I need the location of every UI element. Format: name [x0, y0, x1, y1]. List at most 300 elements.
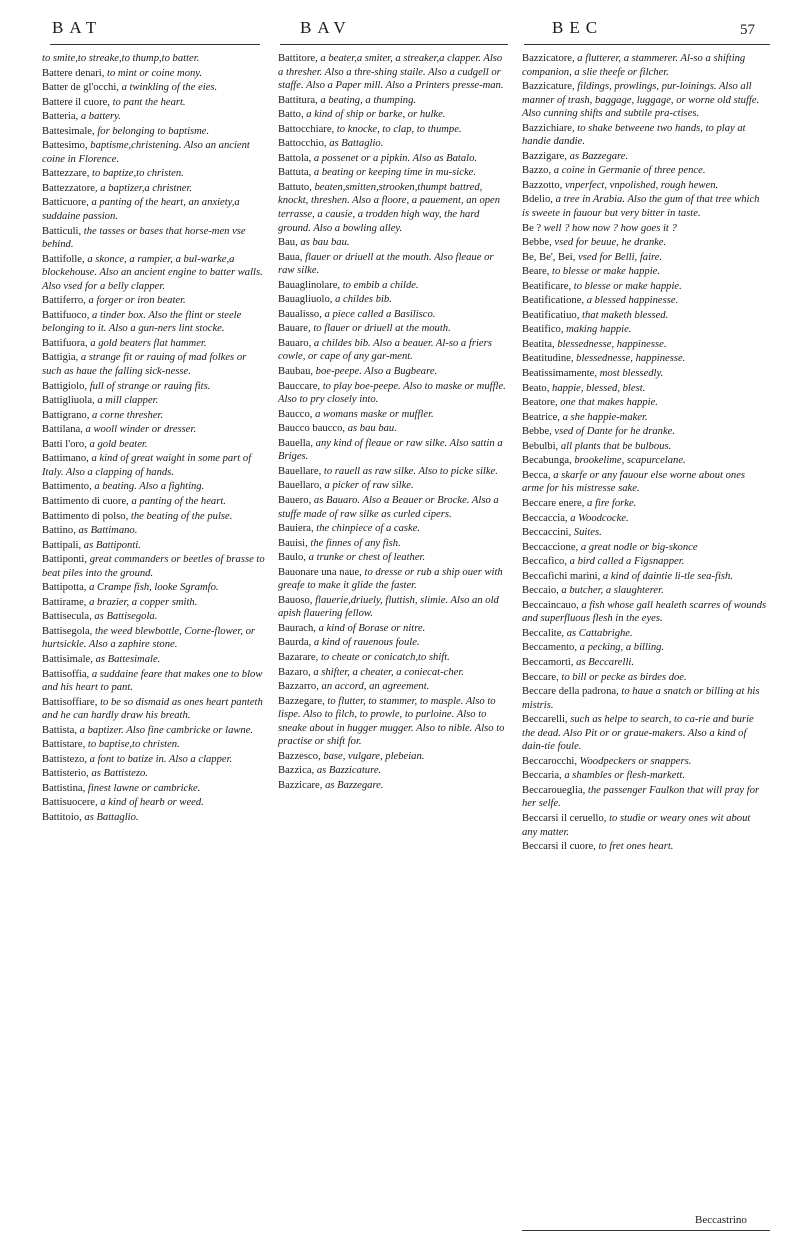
headword: Beccafico,: [522, 556, 567, 568]
definition: as Beccarelli.: [576, 656, 634, 668]
dictionary-entry: [522, 555, 767, 569]
dictionary-entry: [42, 423, 267, 437]
definition: a shambles or flesh-markett.: [564, 770, 685, 782]
definition: well ? how now ? how goes it ?: [543, 222, 677, 234]
running-head-right: BEC: [552, 18, 604, 37]
definition: to flauer or driuell at the mouth.: [313, 323, 451, 335]
dictionary-entry: [278, 52, 510, 93]
definition: blessednesse, happinesse.: [576, 353, 686, 365]
headword: Battifuora,: [42, 337, 88, 349]
definition: to baptize,to christen.: [92, 168, 184, 180]
definition: to studie or weary ones wit about any matter.: [522, 812, 751, 838]
definition: a panting of the heart.: [131, 495, 226, 507]
dictionary-entry: [278, 636, 510, 650]
headword: Battisuocere,: [42, 797, 98, 809]
headword: Bauaro,: [278, 337, 312, 349]
dictionary-entry: [522, 769, 767, 783]
definition: as bau bau.: [300, 237, 350, 249]
dictionary-entry: [522, 122, 767, 149]
headword: Battimano,: [42, 453, 89, 465]
definition: to pant the heart.: [112, 96, 186, 108]
dictionary-entry: [42, 225, 267, 252]
running-head: [30, 18, 770, 46]
definition: base, vulgare, plebeian.: [323, 750, 425, 762]
dictionary-entry: [42, 438, 267, 452]
page-number: 57: [740, 22, 755, 38]
dictionary-entry: [42, 524, 267, 538]
definition: a gold beater.: [89, 438, 148, 450]
headword: Beccaccione,: [522, 541, 579, 553]
definition: vsed for beuue, he dranke.: [554, 237, 667, 249]
headword: Beccaincauo,: [522, 599, 579, 611]
headword: Battiferro,: [42, 295, 86, 307]
headword: Bazzotto,: [522, 179, 563, 191]
dictionary-entry: [278, 594, 510, 621]
headword: Bazzigare,: [522, 150, 567, 162]
definition: a fish whose gall healeth scarres of wounds and superfluous flesh in the eyes.: [522, 599, 767, 625]
header-rule-right: [524, 44, 770, 45]
definition: a beating or keeping time in mu-sicke.: [313, 167, 477, 179]
definition: all plants that be bulbous.: [560, 440, 672, 452]
headword: Battigrano,: [42, 409, 90, 421]
dictionary-entry: [522, 323, 767, 337]
dictionary-entry: [278, 522, 510, 536]
headword: Bazzarro,: [278, 681, 319, 693]
headword: Battifolle,: [42, 253, 85, 265]
definition: a mill clapper.: [97, 395, 159, 407]
definition: a possenet or a pipkin. Also as Batalo.: [313, 152, 478, 164]
headword: Battisoffiare,: [42, 696, 98, 708]
dictionary-entry: [42, 67, 267, 81]
dictionary-entry: [278, 251, 510, 278]
dictionary-entry: [278, 779, 510, 793]
headword: Beatissimamente,: [522, 368, 598, 380]
headword: Bazzicare,: [278, 779, 323, 791]
definition: Woodpeckers or snappers.: [579, 755, 692, 767]
dictionary-entry: [522, 812, 767, 839]
catchword: Beccastrino: [695, 1214, 747, 1226]
definition: a skonce, a rampier, a bul-warke,a blockehouse. Also an ancient engine to batter walls. Also vsed for a belly clapper.: [42, 253, 263, 292]
headword: Beatore,: [522, 397, 558, 409]
dictionary-entry: [42, 724, 267, 738]
headword: Beccarsi il ceruello,: [522, 812, 607, 824]
headword: Battipotta,: [42, 582, 87, 594]
headword: Bauaglinolare,: [278, 279, 341, 291]
dictionary-entry: [522, 784, 767, 811]
definition: a blessed happinesse.: [586, 295, 679, 307]
definition: vnperfect, vnpolished, rough hewen.: [564, 179, 719, 191]
dictionary-entry: [278, 365, 510, 379]
dictionary-entry: [278, 695, 510, 749]
headword: Battistezo,: [42, 753, 88, 765]
headword: Beccare della padrona,: [522, 686, 619, 698]
definition: as Bauaro. Also a Beauer or Brocke. Also a stuffe made of raw silke as curled cipers.: [278, 494, 499, 520]
definition: a gold beaters flat hammer.: [90, 337, 207, 349]
dictionary-entry: [42, 738, 267, 752]
headword: Baulo,: [278, 552, 306, 564]
definition: the beating of the pulse.: [130, 510, 233, 522]
headword: Baucco baucco,: [278, 423, 346, 435]
definition: the chinpiece of a caske.: [316, 523, 421, 535]
definition: a Crampe fish, looke Sgramfo.: [89, 582, 219, 594]
dictionary-entry: [42, 796, 267, 810]
dictionary-entry: [42, 782, 267, 796]
definition: a flutterer, a stammerer. Al-so a shifting companion, a slie theefe or filcher.: [522, 53, 746, 78]
dictionary-entry: [42, 380, 267, 394]
headword: Baurach,: [278, 622, 316, 634]
headword: Beccamorti,: [522, 656, 574, 668]
definition: a Woodcocke.: [570, 512, 629, 524]
headword: Beccaria,: [522, 770, 562, 782]
definition: to bill or pecke as birdes doe.: [561, 671, 687, 683]
dictionary-entry: [278, 651, 510, 665]
definition: to mint or coine mony.: [107, 67, 203, 79]
headword: Beccamento,: [522, 642, 578, 654]
dictionary-entry: [522, 526, 767, 540]
headword: Beccalite,: [522, 627, 565, 639]
definition: a corne thresher.: [92, 409, 164, 421]
dictionary-entry: [42, 309, 267, 336]
dictionary-entry: [522, 840, 767, 854]
headword: Battesimale,: [42, 125, 95, 137]
dictionary-entry: [522, 236, 767, 250]
dictionary-entry: [522, 656, 767, 670]
definition: a tree in Arabia. Also the gum of that tree which is sweete in fauour but very bitter in taste.: [522, 194, 760, 220]
definition: as bau bau.: [347, 423, 397, 435]
definition: baptisme,christening. Also an ancient coine in Florence.: [42, 140, 250, 165]
definition: for belonging to baptisme.: [97, 125, 210, 137]
headword: Battola,: [278, 152, 312, 164]
definition: to flutter, to stammer, to masple. Also to lispe. Also to filch, to prowle, to purloine. Also to sneake about in hugger mugger. Also to nible. Also to practise or shift for.: [278, 695, 505, 748]
headword: Beatificatiuo,: [522, 309, 580, 321]
dictionary-entry: [522, 584, 767, 598]
dictionary-entry: [522, 280, 767, 294]
definition: as Battaglio.: [84, 811, 139, 823]
headword: Bauero,: [278, 494, 312, 506]
dictionary-entry: [42, 653, 267, 667]
dictionary-entry: [278, 551, 510, 565]
dictionary-entry: [522, 570, 767, 584]
dictionary-entry: [42, 480, 267, 494]
dictionary-entry: [522, 541, 767, 555]
definition: as Battaglio.: [329, 138, 384, 150]
definition: a beating, a thumping.: [320, 94, 417, 106]
definition: a baptizer. Also fine cambricke or lawne.: [79, 724, 254, 736]
definition: to haue a snatch or billing at his mistris.: [522, 686, 760, 711]
dictionary-entry: [278, 137, 510, 151]
dictionary-entry: [278, 479, 510, 493]
headword: Be, Be', Bei,: [522, 251, 576, 263]
dictionary-entry: [42, 452, 267, 479]
definition: the passenger Faulkon that will pray for her selfe.: [522, 784, 760, 810]
dictionary-entry: [278, 181, 510, 235]
definition: a kind of Borase or nitre.: [318, 622, 426, 634]
headword: Battezzare,: [42, 168, 90, 180]
dictionary-entry: [522, 352, 767, 366]
dictionary-entry: [278, 152, 510, 166]
dictionary-entry: [278, 337, 510, 364]
headword: Baubau,: [278, 366, 314, 378]
definition: a kind of great waight in some part of Italy. Also a clapping of hands.: [42, 453, 252, 478]
headword: Beatitudine,: [522, 353, 574, 365]
definition: a suddaine feare that makes one to blow and his heart to pant.: [42, 668, 263, 694]
headword: Battere il cuore,: [42, 96, 110, 108]
headword: Battuta,: [278, 167, 312, 179]
headword: Battigliuola,: [42, 395, 95, 407]
dictionary-entry: [278, 108, 510, 122]
definition: to be so dismaid as ones heart panteth and he can hardly draw his breath.: [42, 696, 263, 722]
definition: as Battistezo.: [91, 768, 148, 780]
definition: a trunke or chest of leather.: [308, 552, 426, 564]
dictionary-entry: [278, 566, 510, 593]
definition: a tinder box. Also the flint or steele belonging to it. Also a gun-ners lint stocke.: [42, 309, 242, 335]
dictionary-entry: [278, 437, 510, 464]
header-rule-left: [50, 44, 260, 45]
dictionary-entry: [42, 610, 267, 624]
headword: Beccaio,: [522, 585, 559, 597]
headword: Battigia,: [42, 352, 79, 364]
headword: Battisoffia,: [42, 668, 90, 680]
definition: vsed of Dante for he dranke.: [554, 426, 675, 438]
headword: Battistare,: [42, 739, 86, 751]
headword: Beatita,: [522, 338, 555, 350]
dictionary-entry: [42, 581, 267, 595]
definition: a she happie-maker.: [562, 411, 648, 423]
headword: Beccarsi il cuore,: [522, 841, 596, 853]
headword: Battigiolo,: [42, 380, 88, 392]
headword: Batti l'oro,: [42, 438, 87, 450]
definition: a wooll winder or dresser.: [85, 424, 197, 436]
dictionary-entry: [522, 641, 767, 655]
headword: Beccarocchi,: [522, 755, 577, 767]
headword: Battitoio,: [42, 811, 82, 823]
definition: a strange fit or rauing of mad folkes or such as haue the falling sick-nesse.: [42, 352, 247, 378]
dictionary-entry: [42, 409, 267, 423]
dictionary-entry: [42, 351, 267, 378]
headword: Beccaccia,: [522, 512, 568, 524]
definition: full of strange or rauing fits.: [89, 380, 211, 392]
headword: Bauagliuolo,: [278, 294, 333, 306]
headword: Battifuoco,: [42, 309, 90, 321]
dictionary-entry: [42, 696, 267, 723]
definition: as Battiponti.: [83, 539, 141, 551]
definition: to dresse or rub a ship ouer with greafe to make it glide the faster.: [278, 566, 503, 592]
headword: Bazzegare,: [278, 695, 325, 707]
definition: a childes bib.: [335, 294, 392, 306]
definition: to blesse or make happie.: [573, 280, 682, 292]
headword: Bauisi,: [278, 537, 308, 549]
headword: Beatifico,: [522, 324, 564, 336]
dictionary-entry: [278, 166, 510, 180]
headword: Batticuore,: [42, 197, 89, 209]
dictionary-entry: [42, 81, 267, 95]
headword: Battocchiare,: [278, 123, 335, 135]
dictionary-entry: [522, 222, 767, 236]
headword: Batticuli,: [42, 225, 82, 237]
headword: Beccarelli,: [522, 714, 568, 726]
headword: Bauellare,: [278, 465, 322, 477]
headword: Bebbe,: [522, 426, 552, 438]
dictionary-entry: [522, 627, 767, 641]
dictionary-entry: [522, 671, 767, 685]
headword: Beccare enere,: [522, 497, 585, 509]
dictionary-entry: [42, 294, 267, 308]
definition: a fire forke.: [587, 497, 637, 509]
definition: to fret ones heart.: [598, 841, 674, 853]
headword: Beccafichi marini,: [522, 570, 601, 582]
headword: Battino,: [42, 525, 76, 537]
headword: Be ?: [522, 222, 542, 234]
definition: to rauell as raw silke. Also to picke silke.: [323, 465, 498, 477]
definition: to baptise,to christen.: [87, 739, 180, 751]
headword: Battuto,: [278, 181, 312, 193]
column-left: [42, 52, 267, 826]
headword: Batto,: [278, 109, 304, 121]
definition: a skarfe or any fauour else worne about ones arme for his mistresse sake.: [522, 469, 746, 495]
definition: a kind of rauenous foule.: [313, 637, 420, 649]
headword: Baua,: [278, 251, 303, 263]
dictionary-entry: [278, 408, 510, 422]
running-head-left: BAT: [52, 18, 103, 37]
headword: Bau,: [278, 237, 298, 249]
dictionary-entry: [278, 293, 510, 307]
definition: a kind of daintie li-tle sea-fish.: [602, 570, 733, 582]
headword: Becabunga,: [522, 455, 572, 467]
definition: as Cattabrighe.: [566, 627, 633, 639]
headword: Bazzichiare,: [522, 122, 575, 134]
dictionary-entry: [278, 380, 510, 407]
dictionary-entry: [278, 94, 510, 108]
dictionary-entry: [522, 512, 767, 526]
definition: such as helpe to search, to ca-rie and burie the dead. Also Pit or or graue-makers. Also a kind of dain-tie foule.: [522, 714, 754, 753]
definition: flauerie,driuely, fluttish, slimie. Also an old apish flauering fellow.: [278, 594, 499, 620]
dictionary-entry: [278, 680, 510, 694]
dictionary-entry: [42, 767, 267, 781]
definition: Suites.: [573, 527, 602, 539]
dictionary-entry: [278, 537, 510, 551]
column-middle: [278, 52, 510, 793]
dictionary-entry: [522, 367, 767, 381]
dictionary-entry: [42, 553, 267, 580]
dictionary-entry: [42, 811, 267, 825]
headword: Battistina,: [42, 782, 86, 794]
headword: Beatrice,: [522, 411, 560, 423]
headword: Beatificatione,: [522, 295, 585, 307]
definition: fildings, prowlings, pur-loinings. Also all manner of trash, baggage, luggage, or worne old stuffe. Also cunning shifts and subtile pra-ctises.: [522, 81, 760, 120]
dictionary-entry: [42, 394, 267, 408]
definition: happie, blessed, blest.: [552, 382, 646, 394]
definition: to blesse or make happie.: [552, 266, 660, 278]
dictionary-entry: [278, 764, 510, 778]
definition: a forger or iron beater.: [88, 295, 186, 307]
headword: Bazarare,: [278, 651, 319, 663]
dictionary-entry: [278, 123, 510, 137]
dictionary-entry: [278, 236, 510, 250]
dictionary-entry: [42, 495, 267, 509]
dictionary-entry: [522, 755, 767, 769]
definition: making happie.: [566, 324, 632, 336]
dictionary-entry: [522, 265, 767, 279]
definition: a pecking, a billing.: [579, 642, 665, 654]
headword: Bauoso,: [278, 594, 313, 606]
headword: Bazzesco,: [278, 750, 321, 762]
headword: Beccare,: [522, 671, 559, 683]
headword: Battisegola,: [42, 625, 93, 637]
definition: to smite,to streake,to thump,to batter.: [42, 53, 200, 64]
running-head-middle: BAV: [300, 18, 352, 37]
headword: Battilana,: [42, 424, 83, 436]
headword: Battista,: [42, 724, 78, 736]
dictionary-entry: [278, 622, 510, 636]
dictionary-entry: [522, 164, 767, 178]
definition: great commanders or beetles of brasse to beat piles into the ground.: [42, 554, 265, 579]
definition: to cheate or conicatch,to shift.: [320, 651, 450, 663]
definition: a coine in Germanie of three pence.: [553, 165, 706, 177]
headword: Battitore,: [278, 53, 318, 64]
dictionary-entry: [522, 294, 767, 308]
dictionary-entry: [42, 110, 267, 124]
definition: a beater,a smiter, a streaker,a clapper. Also a thresher. Also a thre-shing staile. Also a cudgell or staffe. Also a Paper mill. Also a Printers presse-man.: [278, 53, 504, 92]
dictionary-entry: [42, 539, 267, 553]
definition: as Battisegola.: [94, 611, 158, 623]
definition: flauer or driuell at the mouth. Also fleaue or raw silke.: [278, 251, 494, 277]
headword: Baurda,: [278, 637, 312, 649]
dictionary-entry: [42, 668, 267, 695]
dictionary-entry: [522, 454, 767, 468]
definition: to shake betweene two hands, to play at handie dandie.: [522, 122, 746, 148]
definition: one that makes happie.: [560, 397, 658, 409]
dictionary-entry: [522, 685, 767, 712]
headword: Batteria,: [42, 111, 79, 123]
dictionary-entry: [522, 599, 767, 626]
dictionary-entry: [42, 596, 267, 610]
headword: Baualisso,: [278, 308, 322, 320]
definition: a childes bib. Also a beauer. Al-so a friers cowle, or cape of any gar-ment.: [278, 337, 492, 363]
dictionary-entry: [42, 182, 267, 196]
definition: a beating. Also a fighting.: [94, 481, 205, 493]
dictionary-entry: [42, 196, 267, 223]
headword: Bazzicature,: [522, 81, 575, 93]
definition: as Battimano.: [78, 525, 138, 537]
dictionary-page: [30, 18, 770, 1230]
dictionary-entry: [522, 179, 767, 193]
dictionary-entry: [42, 139, 267, 166]
definition: that maketh blessed.: [582, 309, 669, 321]
headword: Bazzicatore,: [522, 53, 575, 64]
dictionary-entry: [278, 465, 510, 479]
headword: Battimento di polso,: [42, 510, 129, 522]
definition: an accord, an agreement.: [321, 681, 430, 693]
footer-rule: [522, 1230, 770, 1231]
headword: Beccaroueglia,: [522, 784, 586, 796]
dictionary-entry: [42, 167, 267, 181]
dictionary-entry: [522, 193, 767, 220]
definition: any kind of fleaue or raw silke. Also sattin a Briges.: [278, 437, 503, 463]
definition: the tasses or bases that horse-men vse behind.: [42, 225, 246, 251]
headword: Becca,: [522, 469, 551, 481]
headword: Bebbe,: [522, 237, 552, 249]
dictionary-entry: [278, 750, 510, 764]
dictionary-entry: [278, 279, 510, 293]
dictionary-entry: [42, 337, 267, 351]
headword: Battisimale,: [42, 653, 93, 665]
headword: Battimento di cuore,: [42, 495, 129, 507]
definition: a brazier, a copper smith.: [89, 596, 198, 608]
dictionary-entry: [522, 251, 767, 265]
dictionary-entry: [522, 440, 767, 454]
definition: a butcher, a slaughterer.: [561, 585, 664, 597]
headword: Beccaccini,: [522, 527, 572, 539]
